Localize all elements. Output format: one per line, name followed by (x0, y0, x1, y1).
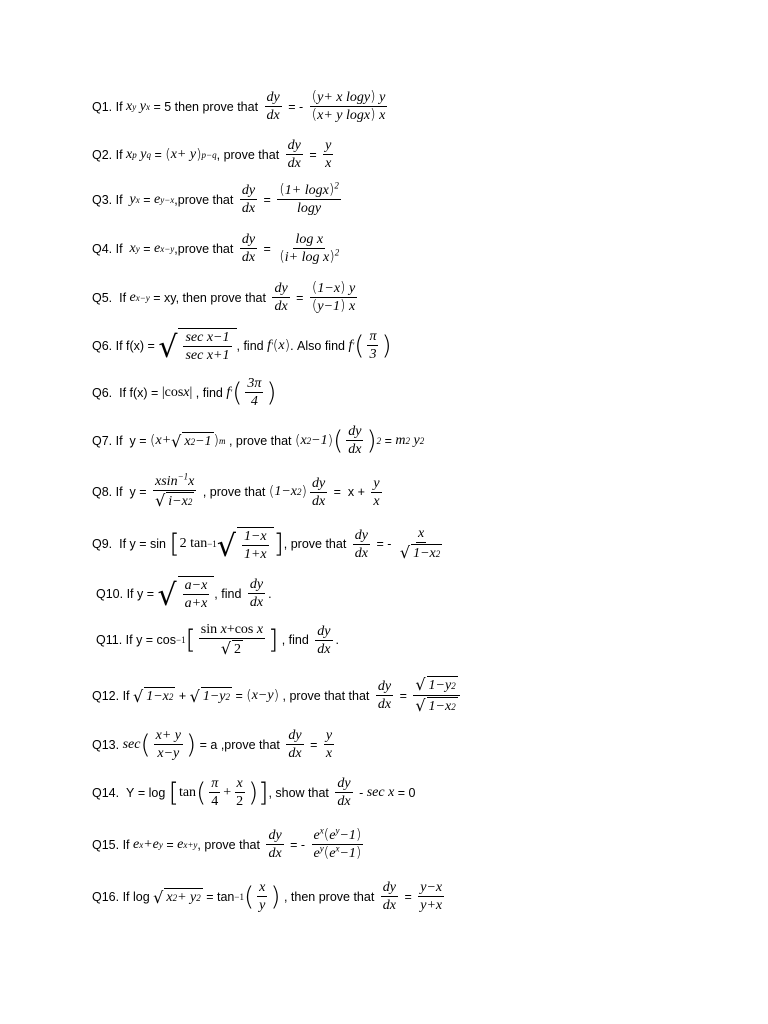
question-9: Q9. If y = sin [ 2 tan −1 √ $\frac{1-x}{1+x}$ ] , prove that $\frac{dy}{dx}$ = - x √ 1−x 2 (92, 526, 441, 564)
question-14: Q14. Y = log [ tan ( $\frac{\pi}{4}$ + $\frac{x}{2}$ ) ] , show that $\frac{dy}{dx}$ - sec x = 0 (92, 776, 416, 809)
dy-dx-fraction: $\frac{dy}{dx}$ (266, 90, 280, 123)
question-13: Q13. sec ( $\frac{x+ y}{x-y}$ ) = a ,prove that $\frac{dy}{dx}$ = $\frac{y}{x}$ (92, 728, 333, 761)
q1-text: = 5 then prove that (149, 99, 262, 114)
question-3: Q3. If y x = e y−x ,prove that $\frac{dy}{dx}$ = $\frac{(1+ \log x)^2}{\log y}$ (92, 180, 339, 216)
question-16: Q16. If log √ x 2 + y 2 = tan −1 ( $\frac{x}{y}$ ) , then prove that $\frac{dy}{dx}$ = $\frac{y-x}{y+x}$ (92, 880, 443, 913)
q1-prefix: Q1. If (92, 99, 127, 114)
question-10: Q10. If y = √ $\frac{a-x}{a+x}$ , find $\frac{dy}{dx}$ . (96, 577, 272, 613)
question-6a: Q6. If f(x) = √ $\frac{\text{sec x−1}}{\text{sec x+1}}$ , find f ' ( x ) . Also find f ' ( $\frac{\pi}{3}$ ) (92, 329, 392, 365)
question-4: Q4. If x y = e x−y ,prove that $\frac{dy}{dx}$ = $\frac{\text{log x}}{(i+ \log x)^2}$ (92, 232, 340, 265)
question-15: Q15. If e x +e y = e x+y , prove that $\frac{dy}{dx}$ = - $\frac{e^x(e^y-1)}{e^y(e^x-1)}$ (92, 825, 362, 861)
question-6b: Q6. If f(x) = |cos x | , find f ' ( $\frac{3\pi}{4}$ ) (92, 376, 277, 409)
question-1: Q1. If x y y x = 5 then prove that $\frac{dy}{dx}$ = - $\frac{\text{(y+ x logy) y}}{\text{(x+ y logx) x}}$ (92, 89, 386, 123)
question-2: Q2. If x p y q = ( x+ y ) p−q , prove that $\frac{dy}{dx}$ = $\frac{y}{x}$ (92, 138, 332, 171)
question-5: Q5. If e x−y = xy, then prove that $\frac{dy}{dx}$ = $\frac{(1-x) y}{(y-1) x}$ (92, 280, 356, 314)
question-8: Q8. If y = xsin$^{-1}$x √ i−x 2 , prove that ( 1−x 2 ) $\frac{dy}{dx}$ = x + $\frac{y}{x}$ (92, 471, 380, 510)
question-11: Q11. If y = cos −1 [ sin x+cos x √ 2 ] , find $\frac{dy}{dx}$ . (96, 622, 339, 658)
question-12: Q12. If √ 1−x 2 + √ 1−y 2 = ( x−y ) , prove that that $\frac{dy}{dx}$ = √ 1−y 2 √ 1−x 2 (92, 676, 463, 715)
question-7: Q7. If y = ( x+ √ x 2 −1 ) m , prove that ( x 2 −1 ) ( $\frac{dy}{dx}$ ) 2 = m 2 y 2 (92, 424, 425, 457)
